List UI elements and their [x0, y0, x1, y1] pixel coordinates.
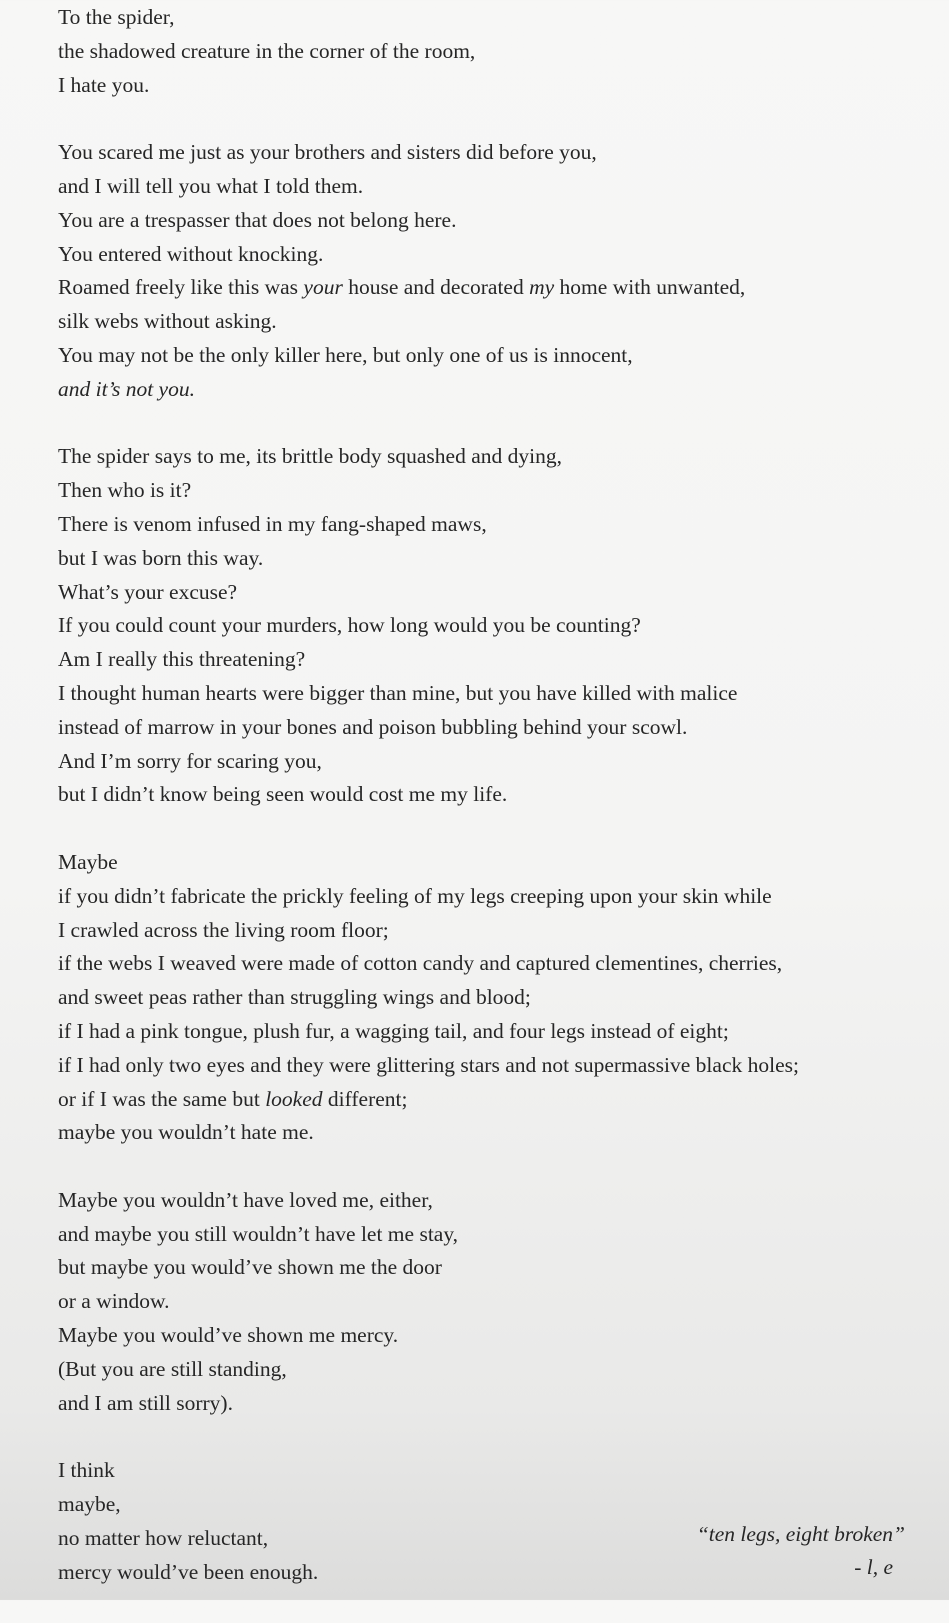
poem-text: You entered without knocking.	[58, 241, 324, 266]
poem-text-italic: my	[529, 275, 555, 300]
poem-line	[58, 1285, 938, 1319]
poem-text: and I am still sorry).	[58, 1390, 233, 1415]
poem-text: (But you are still standing,	[58, 1356, 287, 1381]
poem-text: if I had a pink tongue, plush fur, a wagging tail, and four legs instead of eight;	[58, 1018, 729, 1043]
poem-text: or a window.	[58, 1289, 170, 1314]
poem-line	[58, 305, 938, 339]
poem-line	[58, 576, 938, 610]
poem-text: What’s your excuse?	[58, 579, 238, 604]
poem-text: Am I really this threatening?	[58, 647, 306, 672]
poem-line	[58, 609, 938, 643]
poem-text: Maybe	[58, 849, 118, 874]
poem-text: And I’m sorry for scaring you,	[58, 748, 322, 773]
poem-line	[58, 643, 938, 677]
poem-text: maybe,	[58, 1492, 121, 1517]
poem-line	[58, 846, 938, 880]
poem-line	[58, 677, 938, 711]
poem-text: the shadowed creature in the corner of the room,	[58, 38, 476, 63]
poem-line	[58, 778, 938, 812]
poem-text: and sweet peas rather than struggling wings and blood;	[58, 985, 531, 1010]
poem-text: no matter how reluctant,	[58, 1525, 269, 1550]
poem-author: - l, e	[854, 1555, 893, 1579]
poem-line	[58, 947, 938, 981]
poem-line	[58, 1353, 938, 1387]
poem-line	[58, 440, 938, 474]
poem-text: house and decorated	[342, 275, 530, 300]
poem-line	[58, 1015, 938, 1049]
poem-line	[58, 1319, 938, 1353]
poem-text: There is venom infused in my fang-shaped maws,	[58, 511, 487, 536]
poem-line	[58, 1387, 938, 1421]
poem-text: I crawled across the living room floor;	[58, 917, 389, 942]
poem-line	[58, 1049, 938, 1083]
poem-text: Roamed freely like this was	[58, 275, 304, 300]
poem-text: I thought human hearts were bigger than mine, but you have killed with malice	[58, 680, 738, 705]
poem-text: If you could count your murders, how long would you be counting?	[58, 613, 641, 638]
poem-line	[58, 474, 938, 508]
poem-text: silk webs without asking.	[58, 309, 277, 334]
poem-line	[58, 339, 938, 373]
poem-title: “ten legs, eight broken”	[696, 1522, 905, 1546]
poem-line	[58, 745, 938, 779]
poem-line	[58, 1218, 938, 1252]
poem-line	[58, 373, 938, 407]
poem-line	[58, 170, 938, 204]
poem-text: To the spider,	[58, 5, 175, 29]
poem-text: home with unwanted,	[554, 275, 746, 300]
poem-line	[58, 914, 938, 948]
poem-line	[58, 1454, 938, 1488]
poem-line	[58, 35, 938, 69]
poem-line	[58, 1488, 938, 1522]
stanza	[58, 440, 938, 812]
poem-line	[58, 238, 938, 272]
stanza	[58, 136, 938, 406]
poem-text-italic: and it’s not you.	[58, 376, 195, 401]
poem-text: Maybe you wouldn’t have loved me, either,	[58, 1187, 433, 1212]
poem-line	[58, 880, 938, 914]
poem-text: instead of marrow in your bones and poison bubbling behind your scowl.	[58, 714, 688, 739]
poem-text: You are a trespasser that does not belong here.	[58, 207, 457, 232]
poem-line	[58, 542, 938, 576]
poem-text: The spider says to me, its brittle body squashed and dying,	[58, 444, 562, 469]
poem-line	[58, 271, 938, 305]
stanza	[58, 1184, 938, 1421]
poem-line	[58, 1184, 938, 1218]
stanza	[58, 846, 938, 1150]
poem-line	[58, 69, 938, 103]
poem-text: You scared me just as your brothers and sisters did before you,	[58, 140, 597, 165]
poem-text: maybe you wouldn’t hate me.	[58, 1120, 314, 1145]
poem-text: and maybe you still wouldn’t have let me stay,	[58, 1221, 459, 1246]
poem-text: and I will tell you what I told them.	[58, 173, 364, 198]
poem-text: if I had only two eyes and they were glittering stars and not supermassive black holes;	[58, 1052, 799, 1077]
poem-line	[58, 1083, 938, 1117]
poem-text: I hate you.	[58, 72, 150, 97]
poem-signature	[605, 1518, 905, 1584]
poem-line	[58, 711, 938, 745]
poem-text: or if I was the same but	[58, 1086, 266, 1111]
poem-text: mercy would’ve been enough.	[58, 1559, 319, 1584]
poem-line	[58, 981, 938, 1015]
poem-text-italic: your	[303, 275, 343, 300]
stanza	[58, 1, 938, 102]
poem-line	[58, 204, 938, 238]
poem-text: different;	[322, 1086, 408, 1111]
poem-text: Then who is it?	[58, 478, 192, 503]
poem-line	[58, 1116, 938, 1150]
poem-line	[58, 508, 938, 542]
poem-text: You may not be the only killer here, but only one of us is innocent,	[58, 342, 633, 367]
poem-text: but I was born this way.	[58, 545, 264, 570]
poem-line	[58, 1251, 938, 1285]
poem-text-italic: looked	[265, 1086, 323, 1111]
poem-line	[58, 136, 938, 170]
poem-text: I think	[58, 1458, 115, 1483]
poem-text: if the webs I weaved were made of cotton candy and captured clementines, cherries,	[58, 951, 783, 976]
poem-text: but maybe you would’ve shown me the door	[58, 1255, 442, 1280]
poem-text: but I didn’t know being seen would cost me my life.	[58, 782, 508, 807]
poem-body	[58, 1, 938, 1623]
poem-text: if you didn’t fabricate the prickly feeling of my legs creeping upon your skin while	[58, 883, 772, 908]
poem-line	[58, 1, 938, 35]
poem-text: Maybe you would’ve shown me mercy.	[58, 1323, 399, 1348]
